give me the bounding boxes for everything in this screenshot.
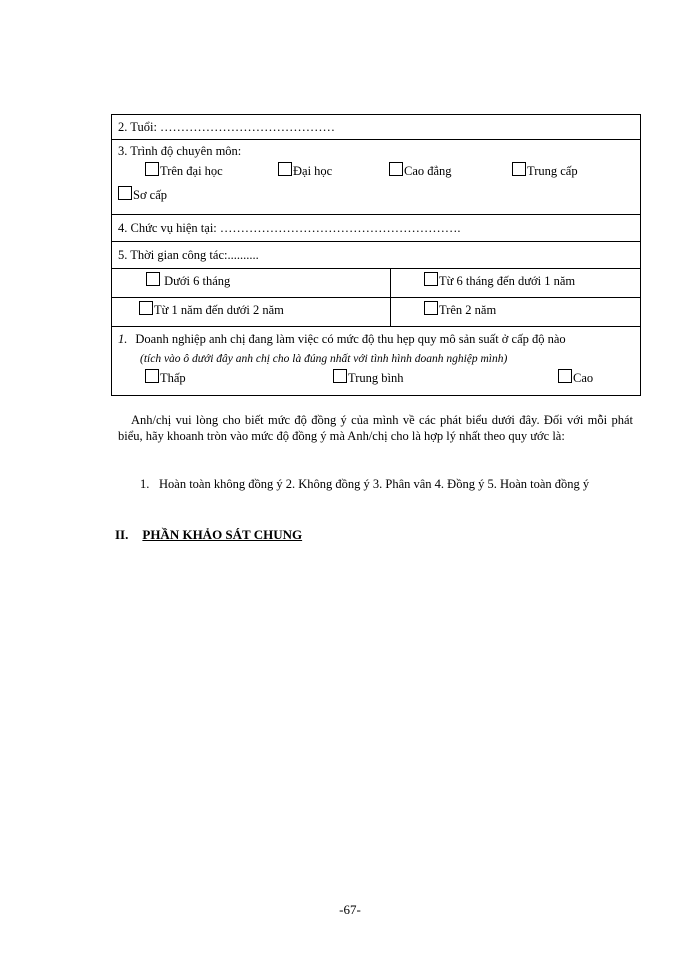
tenure-option-under-6-months[interactable]: Dưới 6 tháng — [146, 272, 230, 290]
scale-option-high[interactable]: Cao — [558, 369, 593, 387]
tenure-option-1-to-2-years[interactable]: Từ 1 năm đến dưới 2 năm — [139, 301, 284, 319]
education-label: 3. Trình độ chuyên môn: — [118, 144, 242, 158]
tenure-option-cell — [391, 298, 641, 327]
checkbox-icon[interactable] — [146, 272, 160, 286]
question-text: Doanh nghiệp anh chị đang làm việc có mức độ thu hẹp quy mô sản suất ở cấp độ nào — [135, 332, 566, 346]
tenure-option-6-to-12-months[interactable]: Từ 6 tháng đến dưới 1 năm — [424, 272, 575, 290]
tenure-option-over-2-years[interactable]: Trên 2 năm — [424, 301, 496, 319]
tenure-label: 5. Thời gian công tác:.......... — [112, 242, 641, 269]
section-number: II. — [115, 527, 129, 542]
checkbox-icon[interactable] — [512, 162, 526, 176]
tenure-option-cell — [112, 298, 391, 327]
education-option-college[interactable]: Cao đẳng — [389, 162, 452, 180]
section-title: PHẦN KHẢO SÁT CHUNG — [142, 527, 303, 542]
checkbox-icon[interactable] — [145, 369, 159, 383]
education-cell — [112, 140, 641, 215]
checkbox-icon[interactable] — [558, 369, 572, 383]
checkbox-icon[interactable] — [118, 186, 132, 200]
checkbox-icon[interactable] — [278, 162, 292, 176]
question-cell — [112, 327, 641, 396]
question-number: 1. — [118, 332, 128, 346]
checkbox-icon[interactable] — [424, 301, 438, 315]
education-option-university[interactable]: Đại học — [278, 162, 332, 180]
scale-list-marker: 1. — [140, 477, 150, 491]
tenure-option-cell — [112, 269, 391, 298]
checkbox-icon[interactable] — [145, 162, 159, 176]
checkbox-icon[interactable] — [424, 272, 438, 286]
education-option-postgraduate[interactable]: Trên đại học — [145, 162, 223, 180]
section-heading — [115, 527, 302, 543]
position-field[interactable]: 4. Chức vụ hiện tại: …………………………………………………. — [112, 215, 641, 242]
checkbox-icon[interactable] — [389, 162, 403, 176]
instructions-paragraph: Anh/chị vui lòng cho biết mức độ đồng ý của mình về các phát biểu dưới đây. Đối với mỗi phát biểu, hãy khoanh tròn vào mức độ đồng ý mà Anh/chị cho là hợp lý nhất theo quy ước là: — [118, 413, 633, 443]
scale-option-low[interactable]: Thấp — [145, 369, 186, 387]
agreement-scale — [140, 472, 633, 496]
checkbox-icon[interactable] — [139, 301, 153, 315]
survey-form-table — [111, 114, 641, 396]
question-note: (tích vào ô dưới đây anh chị cho là đúng nhất với tình hình doanh nghiệp mình) — [140, 353, 508, 365]
education-option-intermediate[interactable]: Trung cấp — [512, 162, 578, 180]
scale-option-medium[interactable]: Trung bình — [333, 369, 403, 387]
question-title — [118, 329, 640, 349]
page-number: -67- — [339, 902, 361, 917]
education-option-elementary[interactable]: Sơ cấp — [118, 186, 167, 204]
checkbox-icon[interactable] — [333, 369, 347, 383]
tenure-option-cell — [391, 269, 641, 298]
age-field[interactable]: 2. Tuổi: …………………………………… — [112, 115, 641, 140]
scale-text: Hoàn toàn không đồng ý 2. Không đồng ý 3. Phân vân 4. Đồng ý 5. Hoàn toàn đồng ý — [159, 477, 590, 491]
